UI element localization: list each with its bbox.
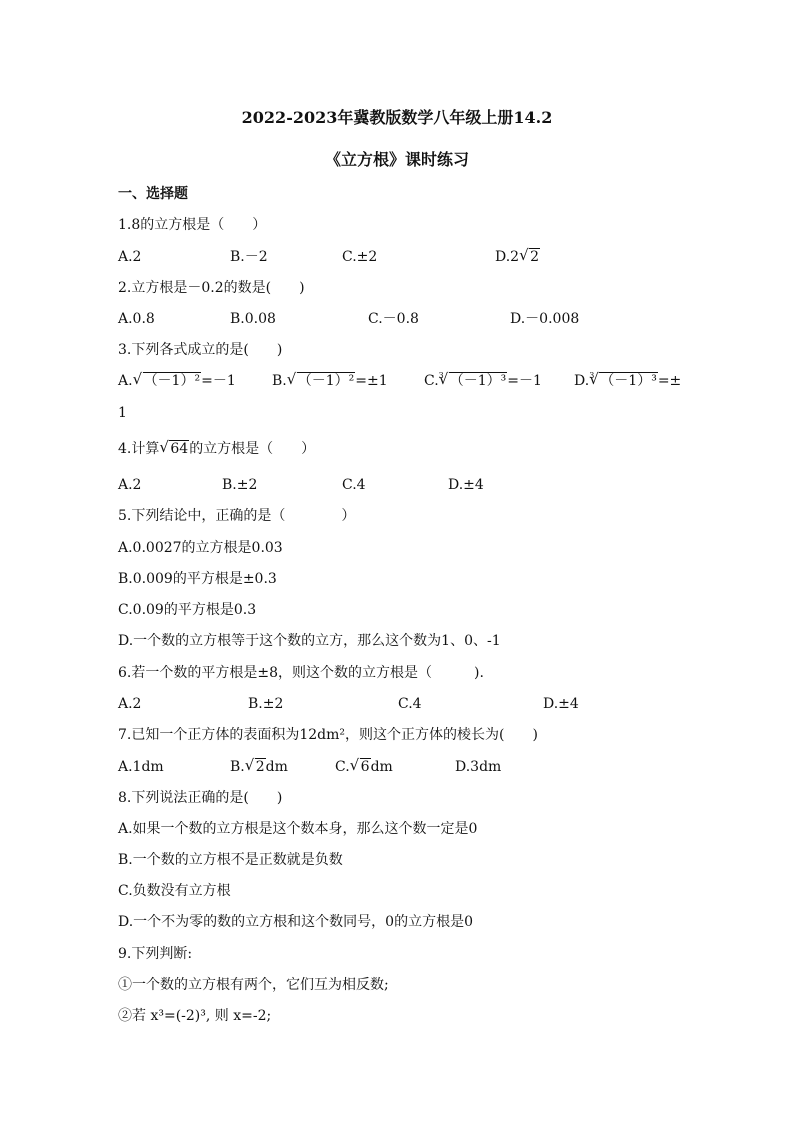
question-4-option-b: B.±2 [222,477,258,493]
question-1-option-c: C.±2 [342,249,378,265]
question-6-option-c: C.4 [398,696,422,712]
question-3-option-b [272,372,388,390]
question-5-option-b: B.0.009的平方根是±0.3 [118,571,277,587]
question-2-option-c: C.－0.8 [368,311,419,327]
option-letter: A. [118,373,133,389]
stem-text: 的立方根是（ ） [189,441,316,457]
question-3-option-c [424,372,542,392]
question-2-option-b: B.0.08 [230,311,276,327]
sqrt-radical [351,758,371,776]
sqrt-radical [246,758,266,776]
option-suffix: =－1 [507,373,542,389]
option-letter: D. [574,373,590,389]
radical-index: 3 [438,371,444,380]
question-7-option-d: D.3dm [455,759,502,775]
section-heading: 一、选择题 [118,186,188,202]
question-7-option-c [335,758,393,776]
question-5-stem: 5.下列结论中，正确的是（ ） [118,508,356,524]
radicand: （－1）² [297,373,355,389]
radicand: （－1）³ [600,373,657,389]
cbrt-radical [440,372,508,390]
question-1-option-d [495,248,540,266]
option-letter: C. [424,373,439,389]
question-2-option-a: A.0.8 [118,311,155,327]
question-3-option-a [118,372,236,390]
radicand: 6 [360,759,370,775]
question-1-stem: 1.8的立方根是（ ） [118,217,267,233]
question-6-option-a: A.2 [118,696,142,712]
cbrt-radical [590,372,658,390]
question-9-item-1: ①一个数的立方根有两个，它们互为相反数; [118,977,389,993]
question-2-option-d: D.－0.008 [510,311,580,327]
question-4-stem [118,440,315,458]
question-9-stem: 9.下列判断: [118,946,193,962]
question-5-option-c: C.0.09的平方根是0.3 [118,602,257,618]
question-6-stem: 6.若一个数的平方根是±8，则这个数的立方根是（ ). [118,665,484,681]
option-letter: B. [230,759,245,775]
option-suffix: =± [657,373,682,389]
question-4-option-a: A.2 [118,477,142,493]
question-3-option-d [574,372,681,392]
question-1-option-d-prefix: D.2 [495,249,520,265]
question-8-option-a: A.如果一个数的立方根是这个数本身，那么这个数一定是0 [118,821,478,837]
option-suffix: =－1 [201,373,236,389]
question-3-option-d-wrap: 1 [118,405,127,421]
option-suffix: dm [265,759,288,775]
radicand: 2 [255,759,265,775]
sqrt-radical [160,440,189,458]
question-8-stem: 8.下列说法正确的是( ) [118,790,283,806]
sqrt-radical [520,248,540,266]
question-7-option-a: A.1dm [118,759,164,775]
question-8-option-b: B.一个数的立方根不是正数就是负数 [118,852,343,868]
question-9-item-2: ②若 x³=(-2)³, 则 x=-2; [118,1008,272,1024]
stem-text: 4.计算 [118,441,160,457]
question-4-option-c: C.4 [342,477,366,493]
question-2-stem: 2.立方根是－0.2的数是( ) [118,280,305,296]
question-6-option-b: B.±2 [248,696,284,712]
question-5-option-d: D.一个数的立方根等于这个数的立方，那么这个数为1、0、-1 [118,633,501,649]
radicand: （－1）³ [449,373,507,389]
option-suffix: dm [370,759,393,775]
option-letter: B. [272,373,287,389]
question-7-option-b [230,758,288,776]
option-letter: C. [335,759,350,775]
question-4-option-d: D.±4 [448,477,484,493]
question-1-option-a: A.2 [118,249,142,265]
question-8-option-c: C.负数没有立方根 [118,883,231,899]
radicand: 2 [530,249,540,265]
radicand: （－1）² [143,373,201,389]
sqrt-radical [288,372,356,390]
question-5-option-a: A.0.0027的立方根是0.03 [118,540,283,556]
question-1-option-b: B.－2 [230,249,268,265]
sqrt-radical [134,372,202,390]
radical-index: 3 [589,371,595,380]
question-8-option-d: D.一个不为零的数的立方根和这个数同号，0的立方根是0 [118,914,473,930]
worksheet-title: 2022-2023年冀教版数学八年级上册14.2 [241,108,553,127]
option-suffix: =±1 [355,373,388,389]
radicand: 64 [170,441,189,457]
question-7-stem: 7.已知一个正方体的表面积为12dm²，则这个正方体的棱长为( ) [118,727,538,743]
question-6-option-d: D.±4 [543,696,579,712]
worksheet-subtitle: 《立方根》课时练习 [324,150,469,169]
question-3-stem: 3.下列各式成立的是( ) [118,342,283,358]
